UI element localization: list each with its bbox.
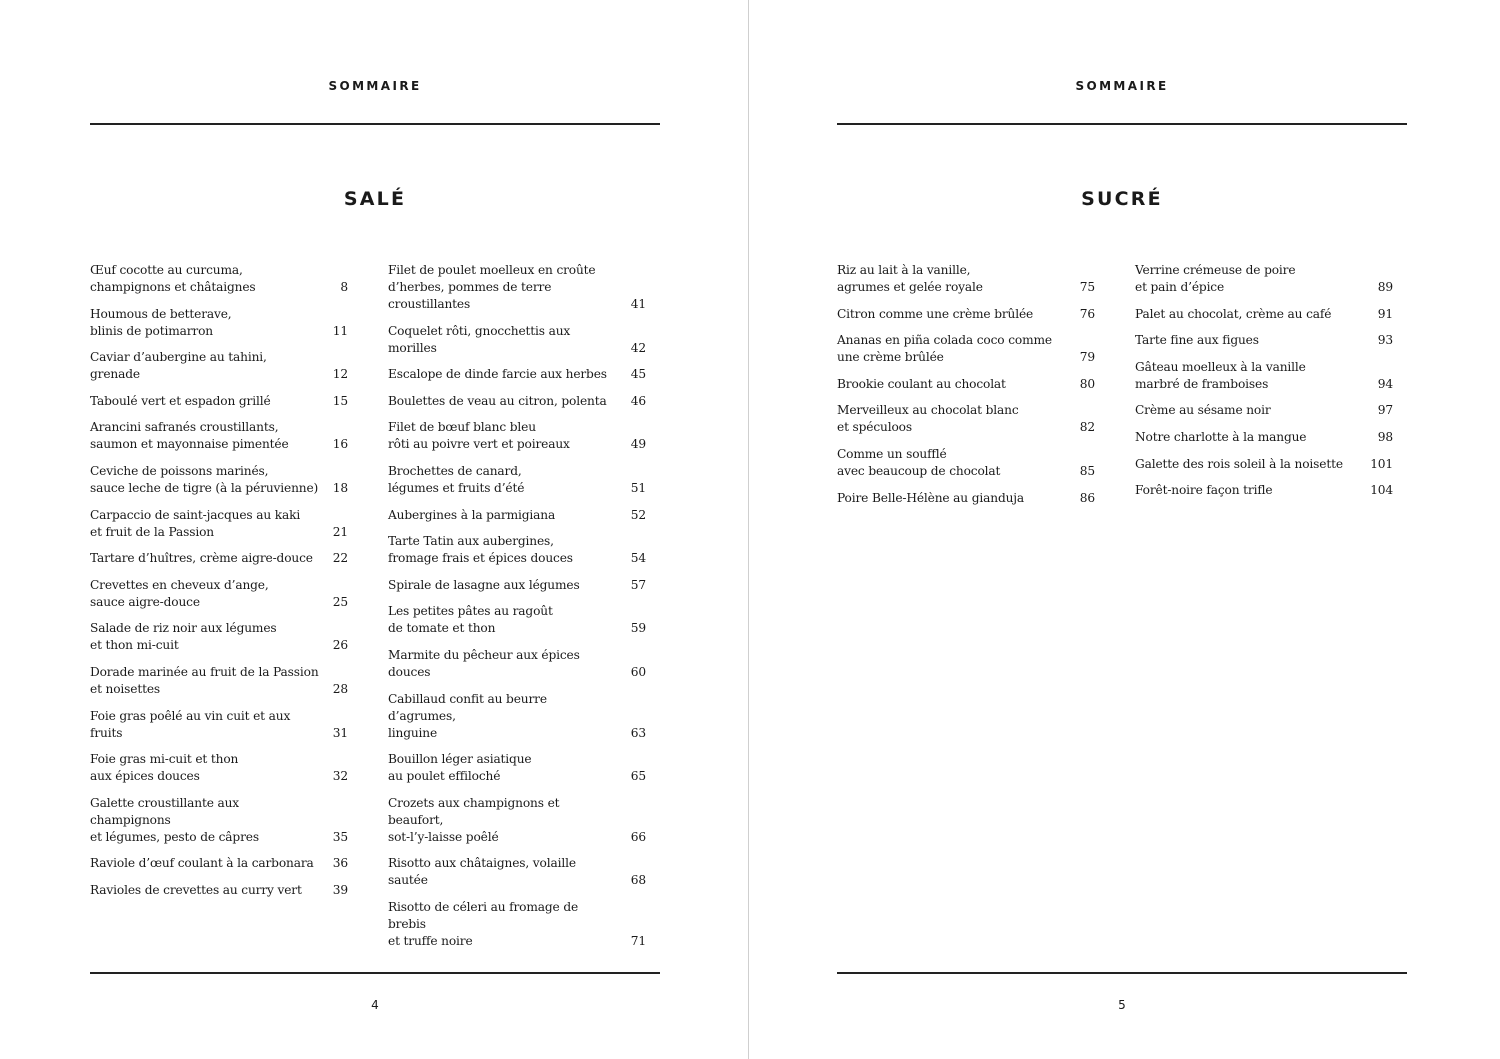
toc-entry-page: 66 [630, 829, 646, 844]
top-rule [90, 123, 660, 125]
toc-entry-title: Carpaccio de saint-jacques au kaki et fruit de la Passion [90, 507, 301, 539]
toc-entry [90, 708, 348, 742]
toc-entry [837, 306, 1095, 323]
toc-entry-title: Riz au lait à la vanille, agrumes et gelée royale [837, 263, 983, 294]
toc-entry [1135, 306, 1393, 323]
toc-entry-page: 36 [332, 856, 348, 871]
toc-column-1 [837, 262, 1095, 516]
toc-entry [388, 262, 646, 313]
toc-entry-page: 52 [630, 507, 646, 522]
toc-entry-title: Brookie coulant au chocolat [837, 376, 1006, 391]
toc-column-2 [1135, 262, 1393, 509]
toc-entry [837, 490, 1095, 507]
section-title-sale: SALÉ [343, 188, 407, 210]
bottom-rule [90, 972, 660, 974]
toc-entry-page: 15 [332, 393, 348, 408]
toc-entry [837, 376, 1095, 393]
toc-entry [90, 306, 348, 340]
toc-entry-page: 60 [630, 664, 646, 679]
toc-entry-title: Palet au chocolat, crème au café [1135, 306, 1332, 321]
toc-entry [388, 855, 646, 889]
toc-entry-page: 39 [332, 882, 348, 897]
toc-entry-page: 16 [332, 437, 348, 452]
toc-entry-title: Aubergines à la parmigiana [388, 507, 556, 522]
toc-entry-title: Coquelet rôti, gnocchettis aux morilles [388, 323, 571, 355]
toc-entry [90, 620, 348, 654]
toc-entry [388, 751, 646, 785]
toc-entry [1135, 429, 1393, 446]
toc-entry-page: 75 [1079, 280, 1095, 294]
toc-entry-title: Filet de poulet moelleux en croûte d’herbes, pommes de terre croustillantes [388, 263, 596, 311]
toc-entry-title: Crème au sésame noir [1135, 403, 1271, 418]
toc-entry-title: Boulettes de veau au citron, polenta [388, 393, 607, 408]
toc-entry [388, 795, 646, 846]
toc-entry-title: Salade de riz noir aux légumes et thon mi-cuit [90, 621, 277, 653]
top-rule [837, 123, 1407, 125]
toc-entry-title: Ceviche de poissons marinés, sauce leche de tigre (à la péruvienne) [90, 463, 319, 495]
toc-entry-title: Comme un soufflé avec beaucoup de chocolat [837, 446, 1001, 478]
toc-entry-page: 11 [332, 323, 348, 338]
toc-entry [388, 647, 646, 681]
toc-entry-title: Brochettes de canard, légumes et fruits d’été [388, 463, 525, 495]
toc-entry-title: Foie gras mi-cuit et thon aux épices douces [90, 752, 239, 784]
toc-entry [837, 332, 1095, 366]
toc-entry-title: Tarte Tatin aux aubergines, fromage frais et épices douces [388, 534, 573, 566]
toc-entry-title: Tartare d’huîtres, crème aigre-douce [90, 551, 313, 566]
toc-entry [837, 402, 1095, 436]
toc-entry-title: Bouillon léger asiatique au poulet effiloché [388, 752, 532, 784]
toc-entry-page: 12 [332, 367, 348, 382]
toc-entry [90, 262, 348, 296]
toc-entry-page: 8 [340, 280, 348, 294]
toc-entry-title: Citron comme une crème brûlée [837, 306, 1034, 321]
toc-entry-page: 86 [1079, 490, 1095, 505]
toc-entry [388, 393, 646, 410]
toc-entry-title: Œuf cocotte au curcuma, champignons et châtaignes [90, 263, 256, 294]
toc-entry-page: 80 [1079, 376, 1095, 391]
toc-entry-title: Escalope de dinde farcie aux herbes [388, 367, 607, 382]
toc-entry [1135, 332, 1393, 349]
toc-entry-title: Verrine crémeuse de poire et pain d’épice [1135, 263, 1296, 294]
toc-entry [1135, 456, 1393, 473]
toc-entry [388, 463, 646, 497]
toc-entry-title: Foie gras poêlé au vin cuit et aux fruits [90, 708, 291, 740]
page-number: 4 [371, 998, 379, 1012]
toc-entry [90, 463, 348, 497]
toc-entry-page: 49 [630, 437, 646, 452]
toc-entry-page: 26 [332, 638, 348, 653]
toc-entry-title: Houmous de betterave, blinis de potimarron [90, 306, 232, 338]
toc-entry-page: 68 [630, 873, 646, 888]
toc-entry-title: Filet de bœuf blanc bleu rôti au poivre vert et poireaux [388, 420, 570, 452]
toc-entry-title: Taboulé vert et espadon grillé [90, 393, 271, 408]
toc-entry [837, 446, 1095, 480]
toc-entry-page: 97 [1377, 403, 1393, 418]
toc-entry-page: 63 [630, 725, 646, 740]
toc-entry [388, 691, 646, 742]
toc-entry-page: 71 [630, 933, 646, 948]
toc-entry-page: 57 [630, 577, 646, 592]
toc-column-2 [388, 262, 646, 960]
toc-entry-page: 101 [1370, 456, 1393, 471]
left-page [0, 0, 749, 1059]
toc-entry [388, 577, 646, 594]
toc-entry-page: 18 [332, 480, 348, 495]
toc-entry-page: 51 [630, 480, 646, 495]
toc-entry-page: 25 [332, 594, 348, 609]
bottom-rule [837, 972, 1407, 974]
toc-entry [388, 899, 646, 950]
toc-entry-page: 76 [1079, 306, 1095, 321]
toc-entry-page: 42 [630, 340, 646, 355]
toc-entry-title: Caviar d’aubergine au tahini, grenade [90, 350, 267, 382]
toc-entry-title: Risotto aux châtaignes, volaille sautée [388, 856, 576, 888]
toc-entry [90, 349, 348, 383]
toc-entry-page: 94 [1377, 376, 1393, 391]
toc-entry-page: 93 [1377, 333, 1393, 348]
toc-entry-page: 89 [1377, 280, 1393, 294]
toc-entry-title: Galette croustillante aux champignons et légumes, pesto de câpres [90, 795, 259, 844]
toc-entry [1135, 262, 1393, 296]
toc-entry-title: Crevettes en cheveux d’ange, sauce aigre-douce [90, 577, 269, 609]
toc-column-1 [90, 262, 348, 909]
toc-entry-title: Crozets aux champignons et beaufort, sot-l’y-laisse poêlé [388, 795, 560, 844]
toc-entry-title: Gâteau moelleux à la vanille marbré de framboises [1135, 359, 1306, 391]
toc-entry [388, 533, 646, 567]
toc-entry-title: Cabillaud confit au beurre d’agrumes, linguine [388, 691, 547, 740]
toc-entry-page: 32 [332, 769, 348, 784]
running-head: SOMMAIRE [328, 79, 422, 93]
toc-entry-page: 35 [332, 829, 348, 844]
running-head: SOMMAIRE [1075, 79, 1169, 93]
toc-entry-page: 22 [332, 551, 348, 566]
toc-entry-page: 104 [1370, 483, 1393, 498]
toc-entry-title: Merveilleux au chocolat blanc et spéculoos [837, 403, 1019, 435]
toc-entry-title: Forêt-noire façon trifle [1135, 483, 1273, 498]
toc-entry [1135, 482, 1393, 499]
toc-entry-page: 85 [1079, 463, 1095, 478]
toc-entry [90, 795, 348, 846]
toc-entry-page: 91 [1377, 306, 1393, 321]
toc-entry-title: Ananas en piña colada coco comme une crème brûlée [837, 333, 1052, 365]
toc-entry-page: 28 [332, 681, 348, 696]
toc-entry-title: Marmite du pêcheur aux épices douces [388, 647, 580, 679]
toc-entry [1135, 359, 1393, 393]
toc-entry-page: 41 [630, 297, 646, 311]
toc-entry [837, 262, 1095, 296]
toc-entry-page: 45 [630, 367, 646, 382]
toc-entry-title: Raviole d’œuf coulant à la carbonara [90, 856, 314, 871]
toc-entry [1135, 402, 1393, 419]
toc-entry-title: Spirale de lasagne aux légumes [388, 577, 580, 592]
toc-entry-page: 82 [1079, 420, 1095, 435]
toc-entry-page: 65 [630, 769, 646, 784]
toc-entry [90, 882, 348, 899]
toc-entry-page: 79 [1079, 350, 1095, 365]
toc-entry-title: Notre charlotte à la mangue [1135, 429, 1307, 444]
toc-entry-title: Dorade marinée au fruit de la Passion et noisettes [90, 664, 319, 696]
toc-entry-page: 54 [630, 551, 646, 566]
toc-entry-page: 21 [332, 524, 348, 539]
toc-entry [90, 751, 348, 785]
section-title-sucre: SUCRÉ [1081, 188, 1163, 210]
toc-entry-title: Galette des rois soleil à la noisette [1135, 456, 1343, 471]
toc-entry [90, 577, 348, 611]
toc-entry [90, 507, 348, 541]
toc-entry [388, 507, 646, 524]
toc-entry [90, 550, 348, 567]
toc-entry [90, 664, 348, 698]
toc-entry [388, 323, 646, 357]
toc-entry-title: Arancini safranés croustillants, saumon et mayonnaise pimentée [90, 420, 289, 452]
toc-entry-title: Poire Belle-Hélène au gianduja [837, 490, 1025, 505]
toc-entry [388, 366, 646, 383]
right-page [749, 0, 1500, 1059]
toc-entry [90, 855, 348, 872]
toc-entry-title: Tarte fine aux figues [1135, 333, 1259, 348]
toc-entry-page: 98 [1377, 429, 1393, 444]
toc-entry-page: 46 [630, 393, 646, 408]
toc-entry-title: Les petites pâtes au ragoût de tomate et thon [388, 604, 553, 636]
toc-entry [90, 393, 348, 410]
toc-entry-title: Ravioles de crevettes au curry vert [90, 882, 302, 897]
toc-entry [90, 419, 348, 453]
toc-entry-page: 59 [630, 621, 646, 636]
page-number: 5 [1118, 998, 1126, 1012]
toc-entry [388, 419, 646, 453]
toc-entry-page: 31 [332, 725, 348, 740]
toc-entry [388, 603, 646, 637]
toc-entry-title: Risotto de céleri au fromage de brebis et truffe noire [388, 899, 579, 948]
